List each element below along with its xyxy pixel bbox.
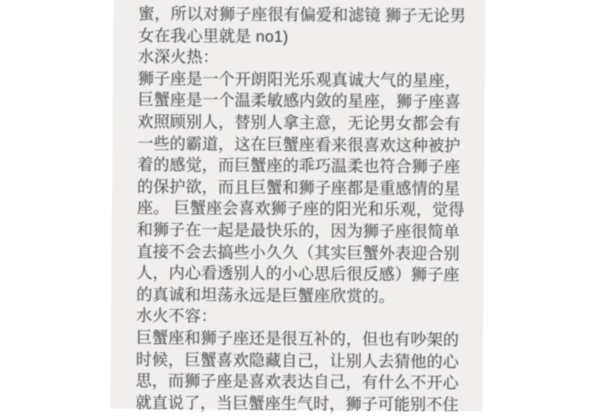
text-line: 座。 巨蟹座会喜欢狮子座的阳光和乐观，觉得: [136, 200, 465, 220]
section-heading-shuihuoburong: 水火不容：: [136, 308, 218, 326]
text-line: 巨蟹座和狮子座还是很互补的，但也有吵架的: [135, 329, 460, 350]
text-line: 思，而狮子座是喜欢表达自己，有什么不开心: [135, 372, 459, 393]
text-line: 着的感觉，而巨蟹座的乖巧温柔也符合狮子座: [137, 157, 461, 177]
text-line: 蜜，所以对狮子座很有偏爱和滤镜 狮子无论男: [138, 5, 466, 26]
text-line: 的真诚和坦荡永远是巨蟹座欣赏的。: [136, 286, 395, 306]
text-line: 直接不会去搞些小久久（其实巨蟹外表迎合别: [136, 243, 460, 263]
text-line: 巨蟹座是一个温柔敏感内敛的星座，狮子座喜: [137, 92, 461, 112]
text-line: 一些的霸道，这在巨蟹座看来很喜欢这种被护: [137, 135, 461, 155]
text-line: 狮子座是一个开朗阳光乐观真诚大气的星座，: [137, 70, 461, 90]
section-heading-shuishenhuore: 水深火热：: [137, 49, 219, 67]
text-line: 欢照顾别人，替别人拿主意，无论男女都会有: [137, 113, 461, 134]
text-line-clipped: 就直说了，当巨蟹座生气时，狮子可能别不住: [135, 394, 459, 414]
text-line: 人，内心看透别人的小心思后很反感）狮子座: [136, 264, 460, 285]
text-line: 女在我心里就是 no1): [138, 27, 289, 46]
text-line: 和狮子在一起是最快乐的，因为狮子座很简单: [136, 221, 460, 242]
text-line: 的保护欲，而且巨蟹和狮子座都是重感情的星: [137, 178, 461, 198]
article-text-panel: [111, 0, 486, 414]
text-line: 时候，巨蟹喜欢隐藏自己，让别人去猜他的心: [135, 351, 459, 371]
